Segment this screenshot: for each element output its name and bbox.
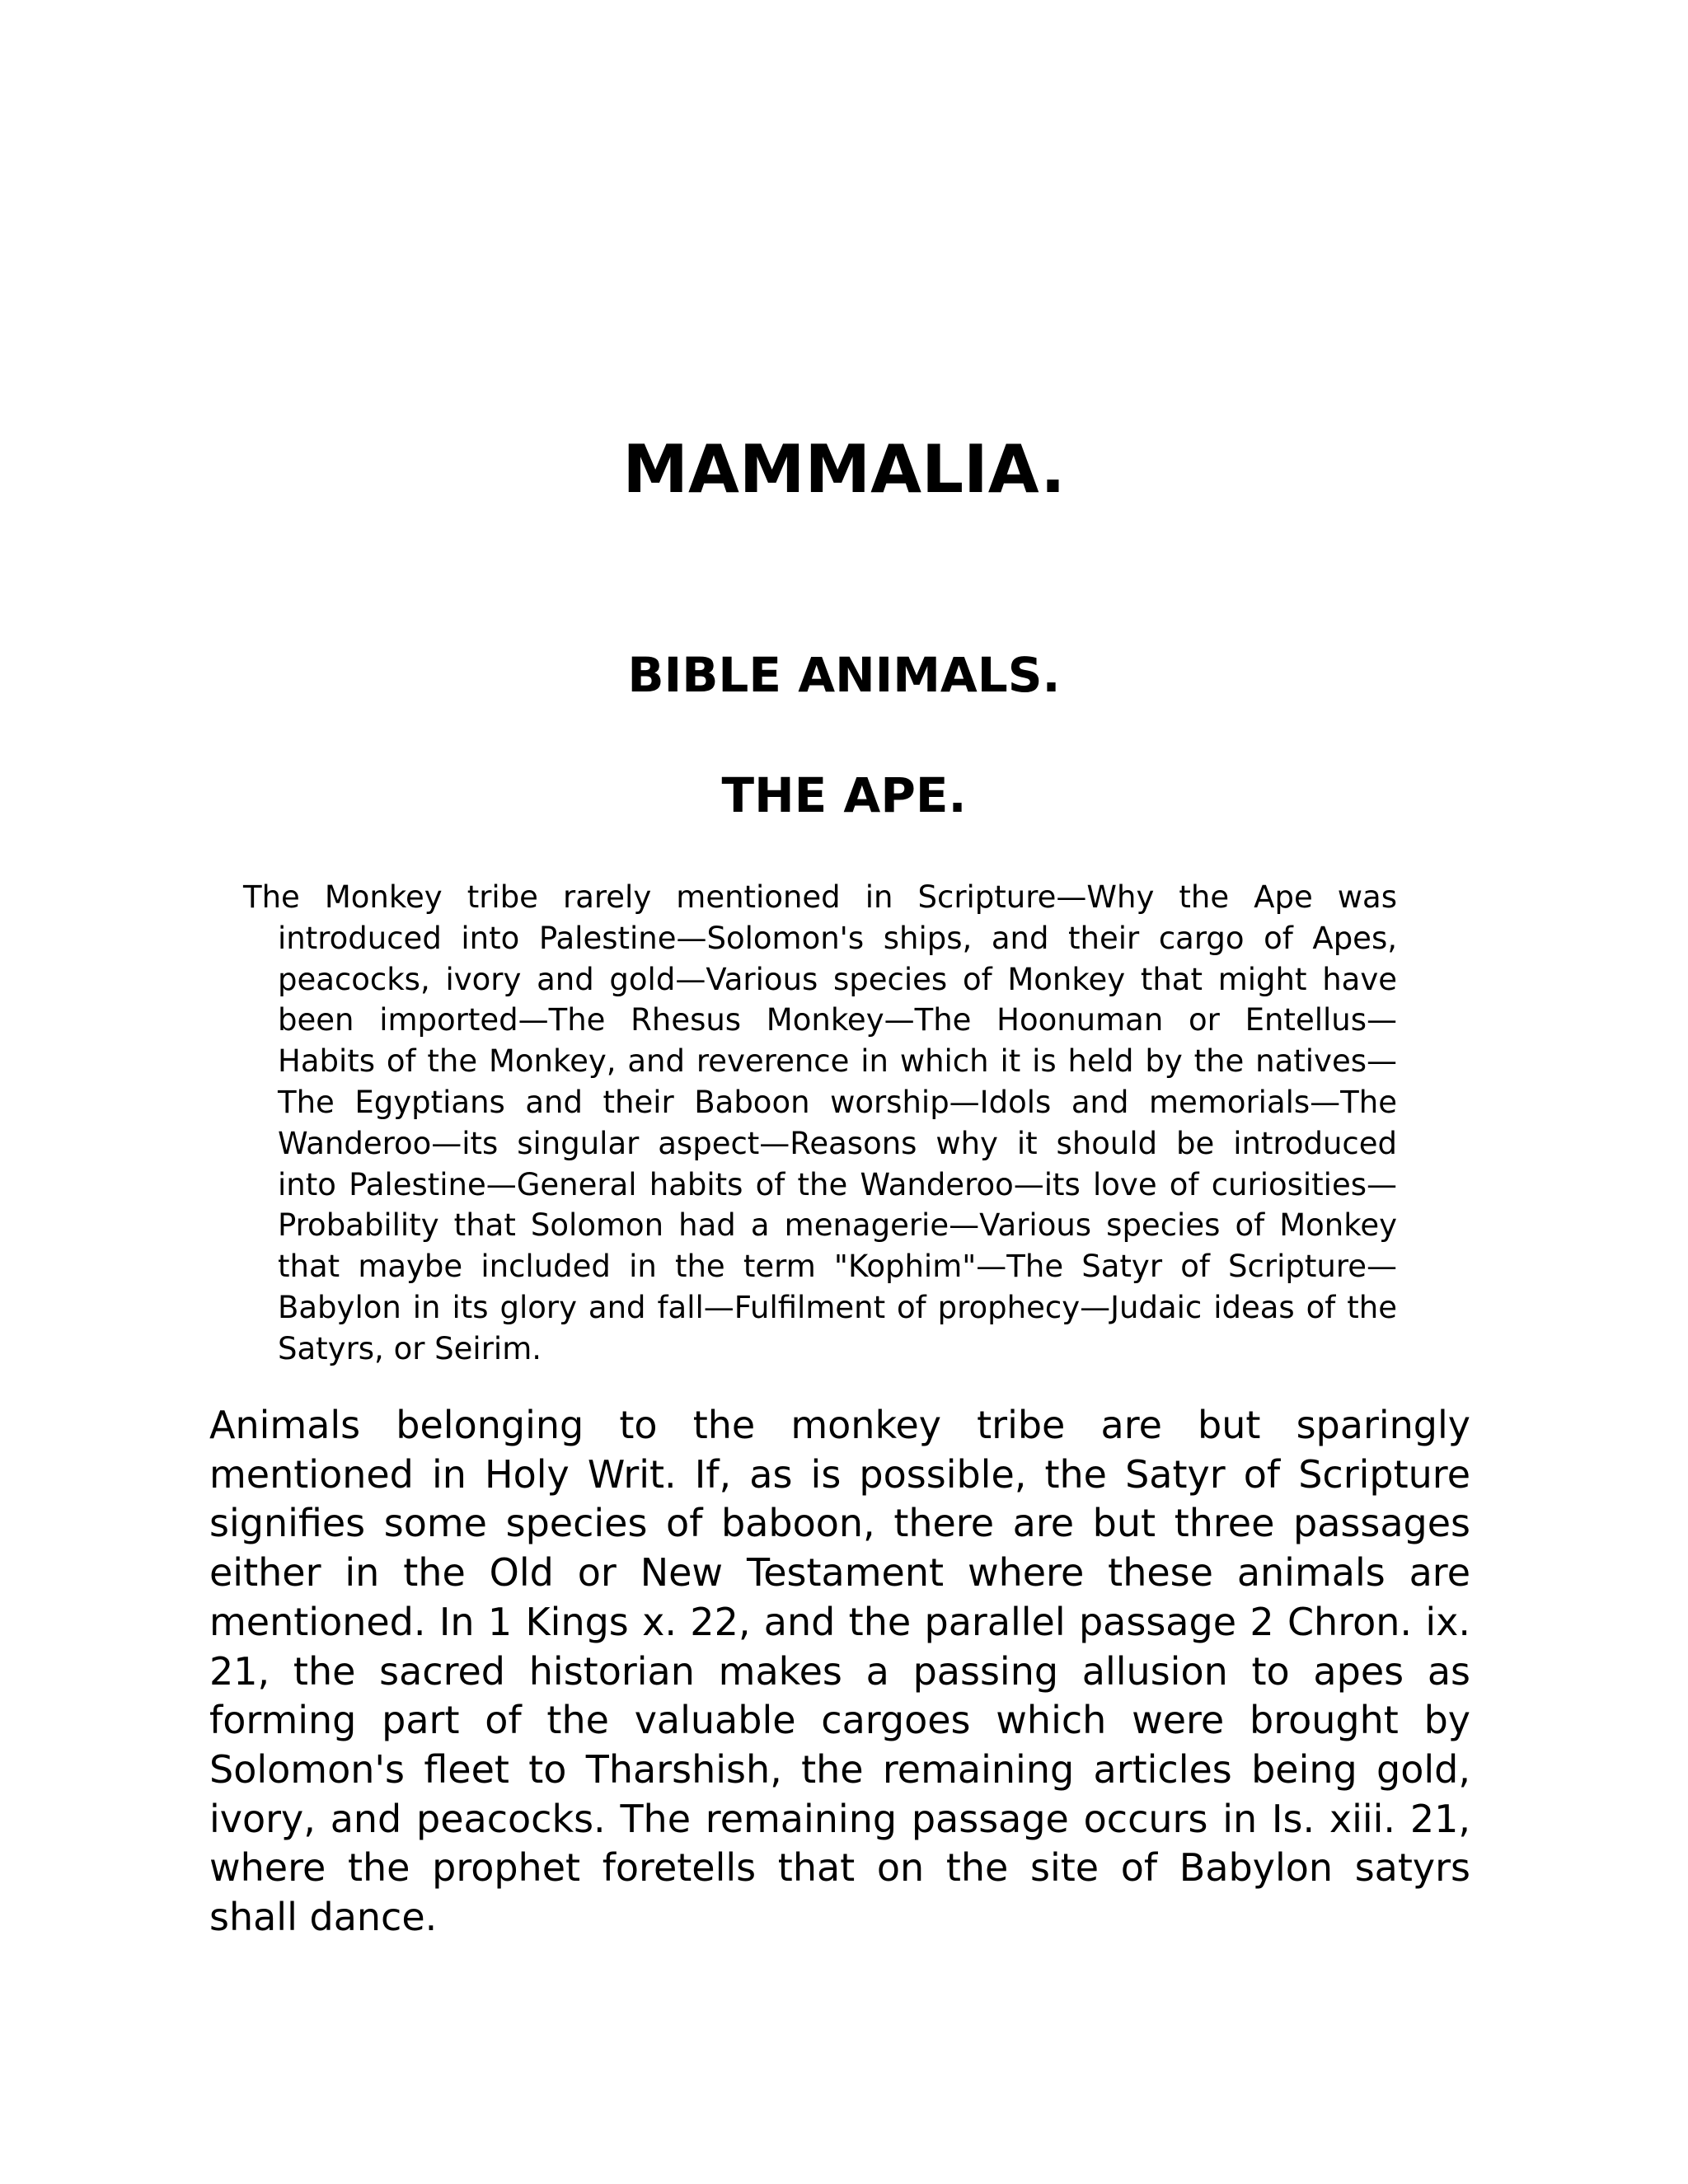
page-title: MAMMALIA. <box>622 431 1066 508</box>
body-paragraph: Animals belonging to the monkey tribe are but sparingly mentioned in Holy Writ. If, as is possible, the Satyr of Scripture signifies some species of baboon, there are but three passages either in the Old or New Testament where these animals are mentioned. In 1 Kings x. 22, and the parallel passage 2 Chron. ix. 21, the sacred historian makes a passing allusion to apes as forming part of the valuable cargoes which were brought by Solomon's fleet to Tharshish, the remaining articles being gold, ivory, and peacocks. The remaining passage occurs in Is. xiii. 21, where the prophet foretells that on the site of Babylon satyrs shall dance. <box>209 1403 1470 1940</box>
chapter-summary: The Monkey tribe rarely mentioned in Scripture—Why the Ape was introduced into Palestine—Solomon's ships, and their cargo of Apes, peacocks, ivory and gold—Various species of Monkey that might have been imported—The Rhesus Monkey—The Hoonuman or Entellus—Habits of the Monkey, and reverence in which it is held by the natives—The Egyptians and their Baboon worship—Idols and memorials—The Wanderoo—its singular aspect—Reasons why it should be introduced into Palestine—General habits of the Wanderoo—its love of curiosities—Probability that Solomon had a menagerie—Various species of Monkey that maybe included in the term "Kophim"—The Satyr of Scripture—Babylon in its glory and fall—Fulfilment of prophecy—Judaic ideas of the Satyrs, or Seirim. <box>243 879 1397 1366</box>
section-heading: BIBLE ANIMALS. <box>627 647 1061 703</box>
chapter-heading: THE APE. <box>721 767 967 823</box>
